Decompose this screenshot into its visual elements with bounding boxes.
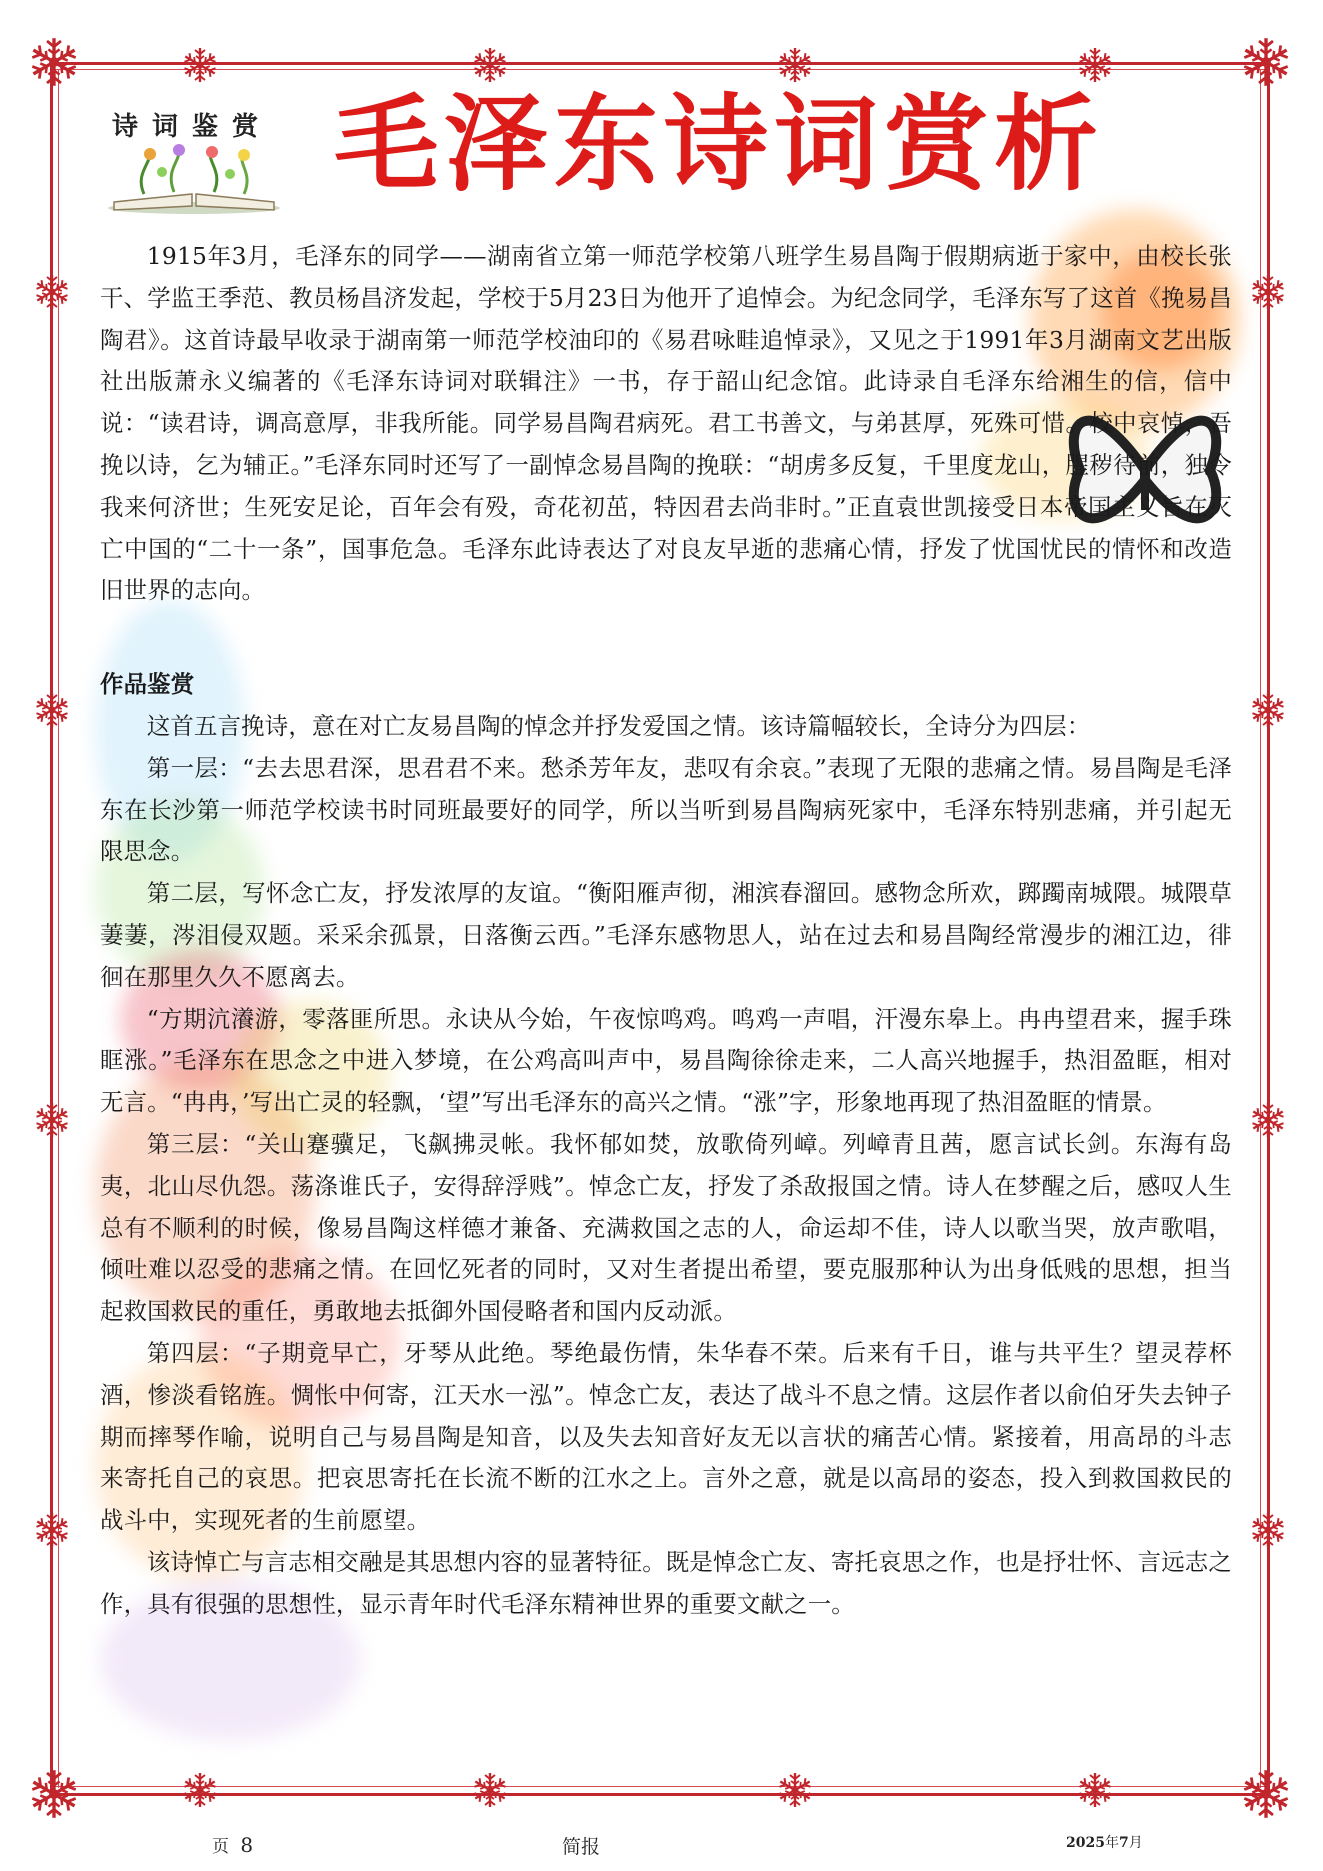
- issue-month: 7: [1118, 1835, 1129, 1851]
- snowflake-ornament: [470, 1770, 510, 1810]
- corner-ornament: [26, 34, 82, 90]
- appreciation-paragraph: 第四层：“子期竟早亡，牙琴从此绝。琴绝最伤情，朱华春不荣。后来有千日，谁与共平生？望灵荐杯酒，惨淡看铭旌。惆怅中何寄，江天水一泓”。悼念亡友，表达了战斗不息之情。这层作者以俞伯牙失去钟子期而摔琴作喻，说明自己与易昌陶是知音，以及失去知音好友无以言状的痛苦心情。紧接着，用高昂的斗志来寄托自己的哀思。把哀思寄托在长流不断的江水之上。言外之意，就是以高昂的姿态，投入到救国救民的战斗中，实现死者的生前愿望。: [100, 1338, 1232, 1535]
- article-body: [100, 236, 1232, 1626]
- appreciation-paragraph: 第三层：“关山蹇骥足，飞飙拂灵帐。我怀郁如焚，放歌倚列嶂。列嶂青且茜，愿言试长剑。东海有岛夷，北山尽仇怨。荡涤谁氏子，安得辞浮贱”。悼念亡友，抒发了杀敌报国之情。诗人在梦醒之后，感叹人生总有不顺利的时候，像易昌陶这样德才兼备、充满救国之志的人，命运却不佳，诗人以歌当哭，放声歌唱，倾吐难以忍受的悲痛之情。在回忆死者的同时，又对生者提出希望，要克服那种认为出身低贱的思想，担当起救国救民的重任，勇敢地去抵御外国侵略者和国内反动派。: [100, 1129, 1232, 1326]
- issue-date: [1066, 1832, 1143, 1852]
- corner-ornament: [1238, 1766, 1294, 1822]
- snowflake-ornament: [1248, 1100, 1288, 1140]
- appreciation-paragraph: 该诗悼亡与言志相交融是其思想内容的显著特征。既是悼念亡友、寄托哀思之作，也是抒壮怀、言远志之作，具有很强的思想性，显示青年时代毛泽东精神世界的重要文献之一。: [100, 1547, 1232, 1618]
- section-heading: 作品鉴赏: [100, 670, 195, 699]
- snowflake-ornament: [180, 1770, 220, 1810]
- page-number-value: 8: [240, 1833, 254, 1857]
- publication-name: 简报: [562, 1836, 601, 1858]
- page-number: [212, 1832, 253, 1857]
- snowflake-ornament: [1075, 45, 1115, 85]
- snowflake-ornament: [180, 45, 220, 85]
- snowflake-ornament: [32, 690, 72, 730]
- snowflake-ornament: [32, 1510, 72, 1550]
- snowflake-ornament: [775, 1770, 815, 1810]
- snowflake-ornament: [1248, 690, 1288, 730]
- snowflake-ornament: [32, 272, 72, 312]
- snowflake-ornament: [470, 45, 510, 85]
- issue-month-suffix: 月: [1128, 1835, 1143, 1851]
- snowflake-ornament: [32, 1100, 72, 1140]
- page-title: 毛泽东诗词赏析: [334, 83, 1105, 205]
- snowflake-ornament: [775, 45, 815, 85]
- page-label: 页: [212, 1837, 229, 1857]
- snowflake-ornament: [1075, 1770, 1115, 1810]
- badge-label: 诗词鉴赏: [112, 112, 273, 142]
- issue-year-suffix: 年: [1104, 1835, 1119, 1851]
- appreciation-paragraph: 第一层：“去去思君深，思君君不来。愁杀芳年友，悲叹有余哀。”表现了无限的悲痛之情。易昌陶是毛泽东在长沙第一师范学校读书时同班最要好的同学，所以当听到易昌陶病死家中，毛泽东特别悲痛，并引起无限思念。: [100, 753, 1232, 866]
- intro-paragraph: 1915年3月，毛泽东的同学——湖南省立第一师范学校第八班学生易昌陶于假期病逝于家中，由校长张干、学监王季范、教员杨昌济发起，学校于5月23日为他开了追悼会。为纪念同学，毛泽东写了这首《挽易昌陶君》。这首诗最早收录于湖南第一师范学校油印的《易君咏畦追悼录》，又见之于1991年3月湖南文艺出版社出版萧永义编著的《毛泽东诗词对联辑注》一书，存于韶山纪念馆。此诗录自毛泽东给湘生的信，信中说：“读君诗，调高意厚，非我所能。同学易昌陶君病死。君工书善文，与弟甚厚，死殊可惜。校中哀悼，吾挽以诗，乞为辅正。”毛泽东同时还写了一副悼念易昌陶的挽联：“胡虏多反复，千里度龙山，腥秽待前，独令我来何济世；生死安足论，百年会有殁，奇花初茁，特因君去尚非时。”正直袁世凯接受日本帝国主义旨在灭亡中国的“二十一条”，国事危急。毛泽东此诗表达了对良友早逝的悲痛心情，抒发了忧国忧民的情怀和改造旧世界的志向。: [100, 242, 1232, 605]
- section-badge: [96, 100, 286, 216]
- corner-ornament: [26, 1766, 82, 1822]
- snowflake-ornament: [1248, 1510, 1288, 1550]
- issue-year: 2025: [1066, 1835, 1105, 1851]
- corner-ornament: [1238, 34, 1294, 90]
- appreciation-paragraph: 这首五言挽诗，意在对亡友易昌陶的悼念并抒发爱国之情。该诗篇幅较长，全诗分为四层：: [146, 711, 1091, 740]
- snowflake-ornament: [1248, 272, 1288, 312]
- appreciation-paragraph: 第二层，写怀念亡友，抒发浓厚的友谊。“衡阳雁声彻，湘滨春溜回。感物念所欢，踯躅南城隈。城隈草萋萋，涔泪侵双题。采采余孤景，日落衡云西。”毛泽东感物思人，站在过去和易昌陶经常漫步的湘江边，徘徊在那里久久不愿离去。: [100, 879, 1232, 991]
- appreciation-paragraph: “方期沆瀁游，零落匪所思。永诀从今始，午夜惊鸣鸡。鸣鸡一声唱，汗漫东皋上。冉冉望君来，握手珠眶涨。”毛泽东在思念之中进入梦境，在公鸡高叫声中，易昌陶徐徐走来，二人高兴地握手，热泪盈眶，相对无言。“冉冉，’写出亡灵的轻飘，‘望”写出毛泽东的高兴之情。“涨”字，形象地再现了热泪盈眶的情景。: [100, 1004, 1232, 1117]
- book-with-plants-icon: [104, 142, 284, 214]
